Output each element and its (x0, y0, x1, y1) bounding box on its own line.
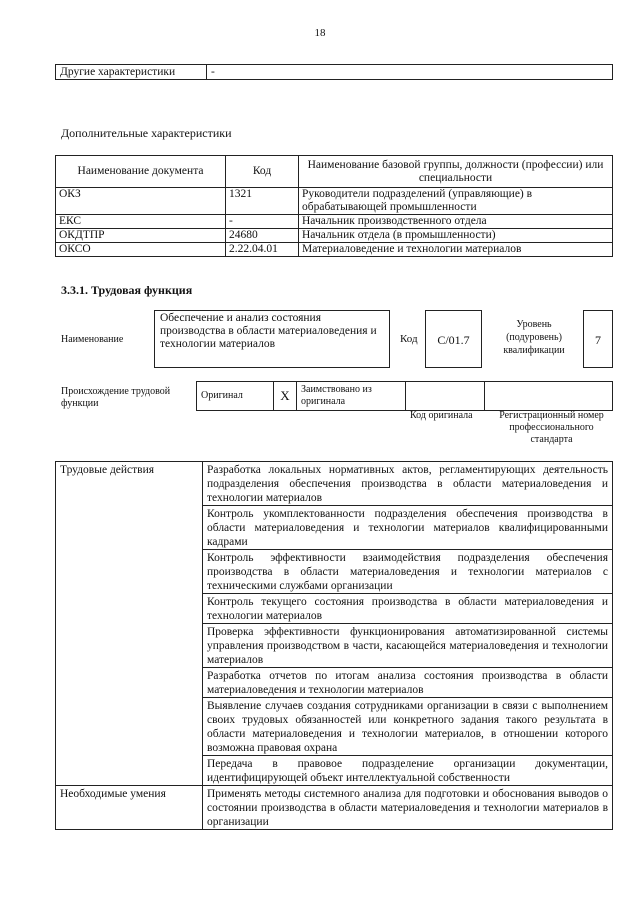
list-item: Контроль укомплектованности подразделения обеспечения производства в области материаловедения и технологии материалов квалифицированными кадрами (203, 506, 613, 550)
list-item: Проверка эффективности функционирования автоматизированной системы управления производством в части, касающейся материаловедения и технологии материалов (203, 624, 613, 668)
list-item: Передача в правовое подразделение организации документации, идентифицирующей объект интеллектуальной собственности (203, 756, 613, 786)
list-item: Разработка локальных нормативных актов, регламентирующих деятельность подразделения обеспечения производства в области материаловедения и технологии материалов (203, 462, 613, 506)
other-characteristics-label: Другие характеристики (56, 65, 207, 80)
table-row: ОКЗ 1321 Руководители подразделений (управляющие) в обрабатывающей промышленности (56, 188, 613, 215)
function-name: Обеспечение и анализ состояния производства в области материаловедения и технологии материалов (154, 310, 390, 368)
code-label: Код (400, 333, 418, 345)
original-mark: X (274, 382, 297, 411)
list-item: Выявление случаев создания сотрудниками организации в связи с выполнением своих трудовых обязанностей или конкретного задания такого результата в области материаловедения и технологии материалов, в отношении которого возможна правовая охрана (203, 698, 613, 756)
additional-table (55, 155, 613, 257)
table-row: ЕКС - Начальник производственного отдела (56, 215, 613, 229)
reg-number-cell (485, 382, 613, 411)
table-row: ОКСО 2.22.04.01 Материаловедение и технологии материалов (56, 243, 613, 257)
list-item: Контроль текущего состояния производства в области материаловедения и технологии материалов (203, 594, 613, 624)
other-characteristics-table (55, 64, 613, 80)
section-title: 3.3.1. Трудовая функция (61, 283, 193, 297)
original-label: Оригинал (197, 382, 274, 411)
origin-table (196, 381, 613, 411)
borrowed-label: Заимствовано из оригинала (297, 382, 406, 411)
actions-label: Трудовые действия (56, 462, 203, 786)
list-item: Разработка отчетов по итогам анализа состояния производства в области материаловедения и технологии материалов (203, 668, 613, 698)
list-item: Контроль эффективности взаимодействия подразделения обеспечения производства в области материаловедения и технологии материалов с техническими службами организации (203, 550, 613, 594)
origin-label: Происхождение трудовой функции (61, 386, 171, 409)
list-item: Применять методы системного анализа для подготовки и обоснования выводов о состоянии производства в области материаловедения и технологии материалов в организации (203, 786, 613, 830)
level-label: Уровень (подуровень) квалификации (503, 319, 565, 356)
header-group: Наименование базовой группы, должности (профессии) или специальности (299, 156, 613, 188)
table-row: ОКДТПР 24680 Начальник отдела (в промышленности) (56, 229, 613, 243)
level-value: 7 (583, 310, 613, 368)
code-original-cell (406, 382, 485, 411)
table-row (56, 462, 613, 506)
additional-title: Дополнительные характеристики (61, 126, 232, 140)
reg-number-label: Регистрационный номер профессионального стандарта (499, 410, 604, 445)
name-label: Наименование (61, 334, 124, 345)
function-details-table (55, 461, 613, 830)
page-number: 18 (314, 27, 326, 39)
code-original-label: Код оригинала (410, 410, 473, 421)
function-code: C/01.7 (425, 310, 482, 368)
table-row (56, 786, 613, 830)
skills-label: Необходимые умения (56, 786, 203, 830)
other-characteristics-value: - (207, 65, 613, 80)
header-document: Наименование документа (56, 156, 226, 188)
header-code: Код (226, 156, 299, 188)
